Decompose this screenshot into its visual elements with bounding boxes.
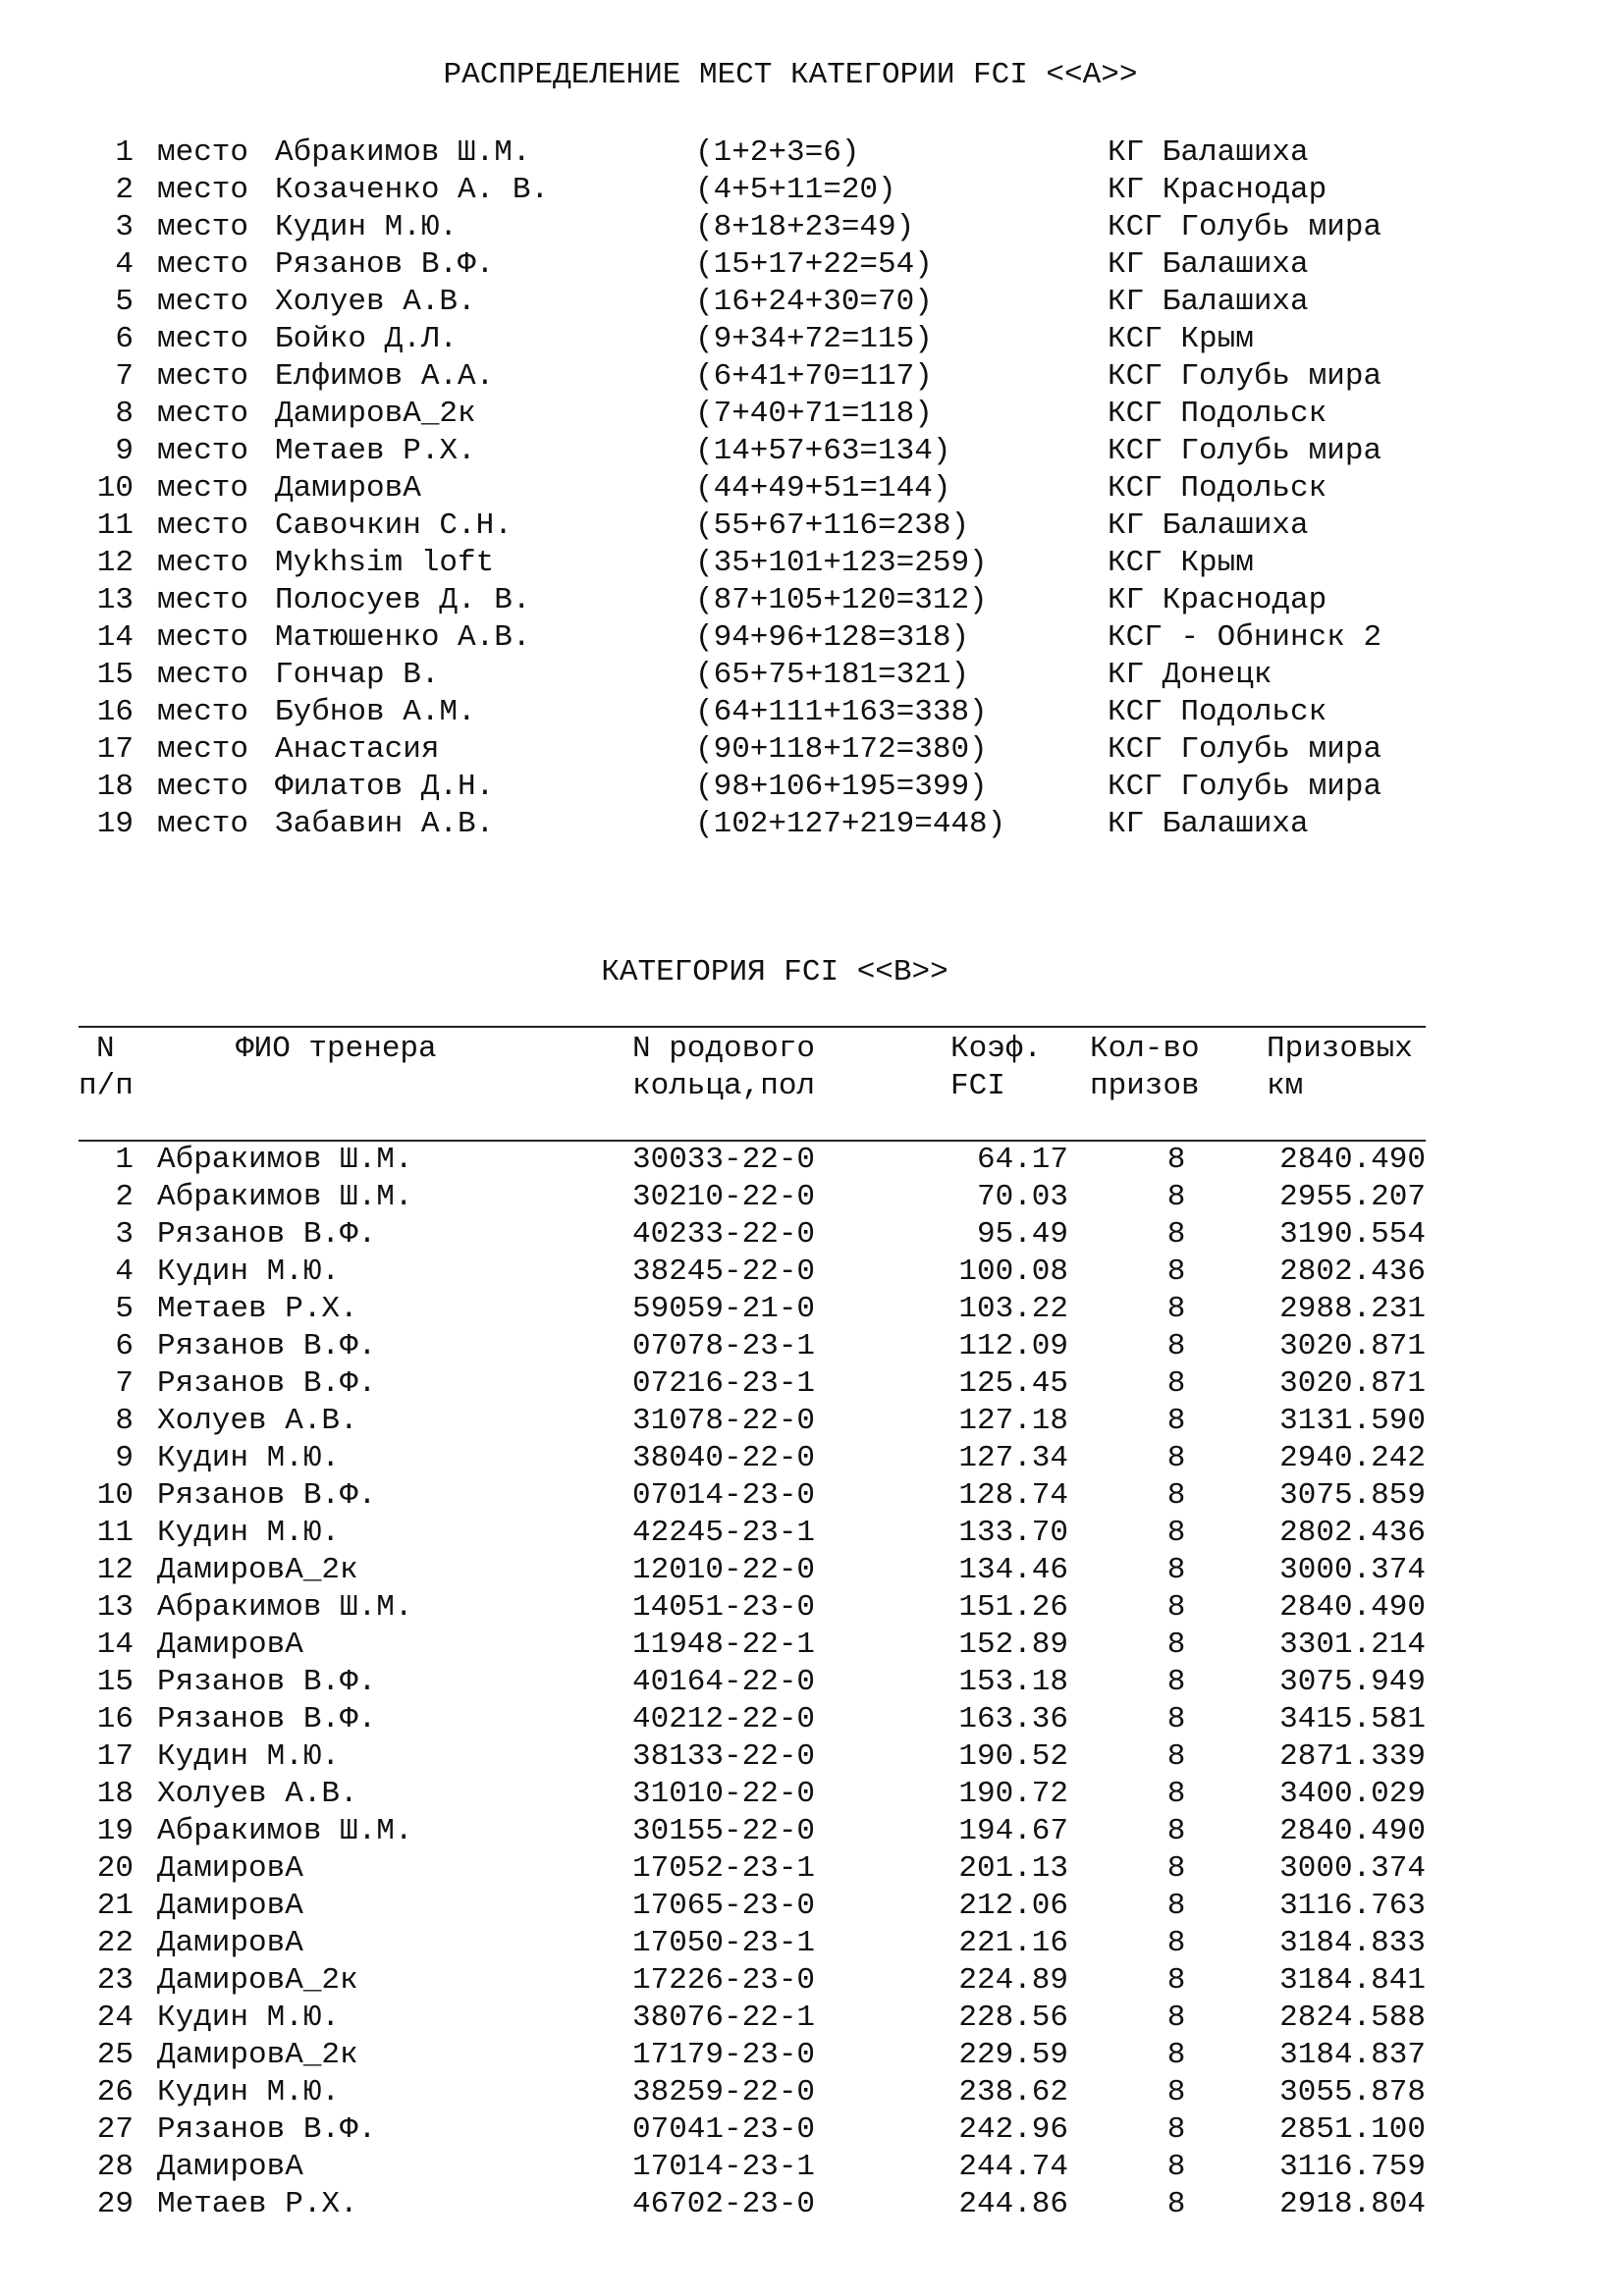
trainer-name: Абракимов Ш.М. — [157, 1180, 413, 1214]
ring-number: 38245-22-0 — [632, 1255, 816, 1289]
fci-coef: 229.59 — [958, 2038, 1068, 2072]
prize-count: 8 — [1166, 2038, 1186, 2072]
prize-count: 8 — [1166, 1777, 1186, 1811]
ring-number: 17014-23-1 — [632, 2150, 816, 2184]
ring-number: 38259-22-0 — [632, 2075, 816, 2109]
header-km-2: км — [1267, 1069, 1304, 1103]
place-sum: (55+67+116=238) — [695, 508, 970, 543]
prize-count: 8 — [1166, 2150, 1186, 2184]
place-number: 18 — [96, 770, 134, 804]
trainer-name: ДамировА — [157, 2150, 303, 2184]
ring-number: 17065-23-0 — [632, 1889, 816, 1923]
prize-km: 3116.759 — [1279, 2150, 1426, 2184]
place-club: КСГ Голубь мира — [1108, 732, 1382, 767]
place-number: 10 — [96, 471, 134, 506]
prize-count: 8 — [1166, 1702, 1186, 1736]
place-name: Рязанов В.Ф. — [275, 247, 495, 282]
place-name: Анастасия — [275, 732, 440, 767]
prize-km: 2840.490 — [1279, 1143, 1426, 1177]
header-cnt: Кол-во — [1090, 1032, 1200, 1066]
prize-km: 3415.581 — [1279, 1702, 1426, 1736]
ring-number: 38040-22-0 — [632, 1441, 816, 1475]
prize-count: 8 — [1166, 1292, 1186, 1326]
place-number: 9 — [115, 434, 134, 468]
fci-coef: 103.22 — [958, 1292, 1068, 1326]
row-number: 19 — [96, 1814, 134, 1848]
place-number: 12 — [96, 546, 134, 580]
prize-count: 8 — [1166, 2187, 1186, 2221]
prize-count: 8 — [1166, 1926, 1186, 1960]
fci-coef: 194.67 — [958, 1814, 1068, 1848]
fci-coef: 70.03 — [976, 1180, 1068, 1214]
row-number: 17 — [96, 1739, 134, 1774]
place-club: КГ Донецк — [1108, 658, 1272, 692]
prize-km: 3184.841 — [1279, 1963, 1426, 1998]
fci-coef: 153.18 — [958, 1665, 1068, 1699]
place-word: место — [157, 434, 249, 468]
fci-coef: 134.46 — [958, 1553, 1068, 1587]
fci-coef: 151.26 — [958, 1590, 1068, 1625]
place-name: Холуев А.В. — [275, 285, 476, 319]
prize-count: 8 — [1166, 1255, 1186, 1289]
row-number: 11 — [96, 1516, 134, 1550]
place-club: КГ Балашиха — [1108, 508, 1309, 543]
prize-count: 8 — [1166, 2075, 1186, 2109]
place-sum: (35+101+123=259) — [695, 546, 988, 580]
row-number: 10 — [96, 1478, 134, 1513]
prize-count: 8 — [1166, 1553, 1186, 1587]
prize-km: 2955.207 — [1279, 1180, 1426, 1214]
place-number: 1 — [115, 135, 134, 170]
trainer-name: Кудин М.Ю. — [157, 1739, 341, 1774]
place-club: КСГ Голубь мира — [1108, 434, 1382, 468]
fci-coef: 224.89 — [958, 1963, 1068, 1998]
row-number: 12 — [96, 1553, 134, 1587]
row-number: 22 — [96, 1926, 134, 1960]
prize-count: 8 — [1166, 1329, 1186, 1363]
trainer-name: Метаев Р.Х. — [157, 2187, 358, 2221]
fci-coef: 190.72 — [958, 1777, 1068, 1811]
ring-number: 07014-23-0 — [632, 1478, 816, 1513]
header-km: Призовых — [1267, 1032, 1413, 1066]
trainer-name: Холуев А.В. — [157, 1404, 358, 1438]
place-sum: (7+40+71=118) — [695, 397, 933, 431]
place-sum: (1+2+3=6) — [695, 135, 860, 170]
row-number: 20 — [96, 1851, 134, 1886]
ring-number: 07216-23-1 — [632, 1366, 816, 1401]
ring-number: 46702-23-0 — [632, 2187, 816, 2221]
header-n-pp: п/п — [79, 1069, 134, 1103]
prize-km: 3301.214 — [1279, 1628, 1426, 1662]
row-number: 26 — [96, 2075, 134, 2109]
row-number: 13 — [96, 1590, 134, 1625]
fci-coef: 127.18 — [958, 1404, 1068, 1438]
fci-coef: 133.70 — [958, 1516, 1068, 1550]
prize-km: 3000.374 — [1279, 1851, 1426, 1886]
place-number: 16 — [96, 695, 134, 729]
prize-count: 8 — [1166, 1516, 1186, 1550]
ring-number: 59059-21-0 — [632, 1292, 816, 1326]
place-number: 17 — [96, 732, 134, 767]
ring-number: 17179-23-0 — [632, 2038, 816, 2072]
ring-number: 40233-22-0 — [632, 1217, 816, 1252]
trainer-name: ДамировА_2к — [157, 1553, 358, 1587]
place-number: 15 — [96, 658, 134, 692]
place-club: КСГ Голубь мира — [1108, 359, 1382, 394]
place-sum: (4+5+11=20) — [695, 173, 896, 207]
row-number: 18 — [96, 1777, 134, 1811]
place-sum: (15+17+22=54) — [695, 247, 933, 282]
prize-km: 2802.436 — [1279, 1516, 1426, 1550]
prize-count: 8 — [1166, 1665, 1186, 1699]
fci-coef: 100.08 — [958, 1255, 1068, 1289]
place-word: место — [157, 770, 249, 804]
prize-count: 8 — [1166, 1180, 1186, 1214]
place-name: Матюшенко А.В. — [275, 620, 531, 655]
prize-km: 2840.490 — [1279, 1814, 1426, 1848]
place-word: место — [157, 210, 249, 244]
place-sum: (90+118+172=380) — [695, 732, 988, 767]
ring-number: 11948-22-1 — [632, 1628, 816, 1662]
row-number: 23 — [96, 1963, 134, 1998]
prize-count: 8 — [1166, 1963, 1186, 1998]
trainer-name: Абракимов Ш.М. — [157, 1814, 413, 1848]
place-sum: (87+105+120=312) — [695, 583, 988, 617]
prize-count: 8 — [1166, 1404, 1186, 1438]
ring-number: 30210-22-0 — [632, 1180, 816, 1214]
prize-count: 8 — [1166, 1217, 1186, 1252]
row-number: 8 — [115, 1404, 134, 1438]
ring-number: 07078-23-1 — [632, 1329, 816, 1363]
row-number: 9 — [115, 1441, 134, 1475]
ring-number: 30155-22-0 — [632, 1814, 816, 1848]
row-number: 5 — [115, 1292, 134, 1326]
trainer-name: Рязанов В.Ф. — [157, 1366, 377, 1401]
place-sum: (65+75+181=321) — [695, 658, 970, 692]
fci-coef: 221.16 — [958, 1926, 1068, 1960]
place-name: Mykhsim loft — [275, 546, 495, 580]
header-cnt-2: призов — [1090, 1069, 1200, 1103]
fci-coef: 242.96 — [958, 2112, 1068, 2147]
ring-number: 17226-23-0 — [632, 1963, 816, 1998]
place-number: 5 — [115, 285, 134, 319]
prize-km: 3000.374 — [1279, 1553, 1426, 1587]
ring-number: 40164-22-0 — [632, 1665, 816, 1699]
ring-number: 38076-22-1 — [632, 2001, 816, 2035]
fci-coef: 228.56 — [958, 2001, 1068, 2035]
place-word: место — [157, 173, 249, 207]
prize-km: 3131.590 — [1279, 1404, 1426, 1438]
place-name: Забавин А.В. — [275, 807, 495, 841]
ring-number: 40212-22-0 — [632, 1702, 816, 1736]
row-number: 7 — [115, 1366, 134, 1401]
place-club: КГ Балашиха — [1108, 247, 1309, 282]
prize-count: 8 — [1166, 1143, 1186, 1177]
row-number: 1 — [115, 1143, 134, 1177]
row-number: 25 — [96, 2038, 134, 2072]
prize-count: 8 — [1166, 1889, 1186, 1923]
trainer-name: Рязанов В.Ф. — [157, 1329, 377, 1363]
place-name: Метаев Р.Х. — [275, 434, 476, 468]
place-club: КГ Краснодар — [1108, 173, 1327, 207]
prize-km: 3055.878 — [1279, 2075, 1426, 2109]
trainer-name: Кудин М.Ю. — [157, 2075, 341, 2109]
place-sum: (44+49+51=144) — [695, 471, 951, 506]
place-name: Филатов Д.Н. — [275, 770, 495, 804]
trainer-name: Рязанов В.Ф. — [157, 1217, 377, 1252]
prize-km: 3184.833 — [1279, 1926, 1426, 1960]
place-word: место — [157, 807, 249, 841]
row-number: 14 — [96, 1628, 134, 1662]
place-sum: (14+57+63=134) — [695, 434, 951, 468]
row-number: 3 — [115, 1217, 134, 1252]
place-sum: (102+127+219=448) — [695, 807, 1006, 841]
prize-count: 8 — [1166, 2112, 1186, 2147]
place-name: Елфимов А.А. — [275, 359, 495, 394]
place-club: КСГ Крым — [1108, 546, 1254, 580]
prize-km: 3075.859 — [1279, 1478, 1426, 1513]
prize-km: 2851.100 — [1279, 2112, 1426, 2147]
place-number: 6 — [115, 322, 134, 356]
prize-count: 8 — [1166, 1478, 1186, 1513]
place-club: КГ Балашиха — [1108, 807, 1309, 841]
ring-number: 42245-23-1 — [632, 1516, 816, 1550]
fci-coef: 201.13 — [958, 1851, 1068, 1886]
ring-number: 14051-23-0 — [632, 1590, 816, 1625]
row-number: 15 — [96, 1665, 134, 1699]
place-word: место — [157, 583, 249, 617]
place-name: ДамировА_2к — [275, 397, 476, 431]
place-sum: (64+111+163=338) — [695, 695, 988, 729]
prize-km: 3190.554 — [1279, 1217, 1426, 1252]
fci-coef: 125.45 — [958, 1366, 1068, 1401]
section-b-title: КАТЕГОРИЯ FCI <<B>> — [601, 955, 948, 989]
trainer-name: Абракимов Ш.М. — [157, 1143, 413, 1177]
place-word: место — [157, 247, 249, 282]
trainer-name: Рязанов В.Ф. — [157, 1665, 377, 1699]
trainer-name: ДамировА_2к — [157, 1963, 358, 1998]
place-name: Бубнов А.М. — [275, 695, 476, 729]
prize-count: 8 — [1166, 1814, 1186, 1848]
fci-coef: 238.62 — [958, 2075, 1068, 2109]
place-number: 2 — [115, 173, 134, 207]
fci-coef: 212.06 — [958, 1889, 1068, 1923]
trainer-name: ДамировА_2к — [157, 2038, 358, 2072]
place-number: 3 — [115, 210, 134, 244]
header-ring: N родового — [632, 1032, 816, 1066]
row-number: 6 — [115, 1329, 134, 1363]
place-word: место — [157, 471, 249, 506]
place-word: место — [157, 285, 249, 319]
place-word: место — [157, 732, 249, 767]
prize-count: 8 — [1166, 1366, 1186, 1401]
place-name: Бойко Д.Л. — [275, 322, 459, 356]
place-sum: (16+24+30=70) — [695, 285, 933, 319]
prize-km: 2918.804 — [1279, 2187, 1426, 2221]
row-number: 2 — [115, 1180, 134, 1214]
place-number: 4 — [115, 247, 134, 282]
trainer-name: ДамировА — [157, 1851, 303, 1886]
place-sum: (94+96+128=318) — [695, 620, 970, 655]
row-number: 16 — [96, 1702, 134, 1736]
trainer-name: Метаев Р.Х. — [157, 1292, 358, 1326]
place-word: место — [157, 135, 249, 170]
place-word: место — [157, 359, 249, 394]
place-club: КСГ Крым — [1108, 322, 1254, 356]
place-word: место — [157, 508, 249, 543]
place-sum: (9+34+72=115) — [695, 322, 933, 356]
prize-km: 3400.029 — [1279, 1777, 1426, 1811]
ring-number: 12010-22-0 — [632, 1553, 816, 1587]
row-number: 24 — [96, 2001, 134, 2035]
prize-count: 8 — [1166, 1851, 1186, 1886]
row-number: 21 — [96, 1889, 134, 1923]
prize-count: 8 — [1166, 1628, 1186, 1662]
header-ring-2: кольца,пол — [632, 1069, 816, 1103]
ring-number: 17052-23-1 — [632, 1851, 816, 1886]
prize-count: 8 — [1166, 1590, 1186, 1625]
fci-coef: 112.09 — [958, 1329, 1068, 1363]
row-number: 29 — [96, 2187, 134, 2221]
place-number: 19 — [96, 807, 134, 841]
prize-count: 8 — [1166, 1739, 1186, 1774]
ring-number: 17050-23-1 — [632, 1926, 816, 1960]
prize-km: 3116.763 — [1279, 1889, 1426, 1923]
place-club: КСГ Подольск — [1108, 695, 1327, 729]
prize-km: 3020.871 — [1279, 1329, 1426, 1363]
prize-km: 3020.871 — [1279, 1366, 1426, 1401]
fci-coef: 128.74 — [958, 1478, 1068, 1513]
trainer-name: ДамировА — [157, 1926, 303, 1960]
trainer-name: Кудин М.Ю. — [157, 1516, 341, 1550]
place-number: 8 — [115, 397, 134, 431]
trainer-name: ДамировА — [157, 1889, 303, 1923]
header-koef: Коэф. — [950, 1032, 1043, 1066]
place-sum: (8+18+23=49) — [695, 210, 915, 244]
place-club: КСГ - Обнинск 2 — [1108, 620, 1382, 655]
trainer-name: Рязанов В.Ф. — [157, 1478, 377, 1513]
header-name: ФИО тренера — [236, 1032, 437, 1066]
trainer-name: Рязанов В.Ф. — [157, 2112, 377, 2147]
place-name: Кудин М.Ю. — [275, 210, 459, 244]
place-word: место — [157, 620, 249, 655]
prize-km: 2871.339 — [1279, 1739, 1426, 1774]
trainer-name: Кудин М.Ю. — [157, 2001, 341, 2035]
place-word: место — [157, 322, 249, 356]
trainer-name: Холуев А.В. — [157, 1777, 358, 1811]
place-sum: (98+106+195=399) — [695, 770, 988, 804]
place-club: КСГ Подольск — [1108, 397, 1327, 431]
prize-km: 2988.231 — [1279, 1292, 1426, 1326]
fci-coef: 244.86 — [958, 2187, 1068, 2221]
place-word: место — [157, 658, 249, 692]
place-word: место — [157, 397, 249, 431]
place-club: КГ Балашиха — [1108, 135, 1309, 170]
row-number: 4 — [115, 1255, 134, 1289]
fci-coef: 190.52 — [958, 1739, 1068, 1774]
trainer-name: ДамировА — [157, 1628, 303, 1662]
ring-number: 31078-22-0 — [632, 1404, 816, 1438]
prize-count: 8 — [1166, 2001, 1186, 2035]
trainer-name: Кудин М.Ю. — [157, 1441, 341, 1475]
prize-km: 3075.949 — [1279, 1665, 1426, 1699]
place-club: КСГ Голубь мира — [1108, 210, 1382, 244]
place-name: ДамировА — [275, 471, 421, 506]
row-number: 27 — [96, 2112, 134, 2147]
prize-km: 3184.837 — [1279, 2038, 1426, 2072]
prize-km: 2824.588 — [1279, 2001, 1426, 2035]
place-club: КГ Краснодар — [1108, 583, 1327, 617]
place-sum: (6+41+70=117) — [695, 359, 933, 394]
header-n: N — [96, 1032, 115, 1066]
place-number: 7 — [115, 359, 134, 394]
prize-count: 8 — [1166, 1441, 1186, 1475]
place-club: КСГ Подольск — [1108, 471, 1327, 506]
place-number: 13 — [96, 583, 134, 617]
place-club: КГ Балашиха — [1108, 285, 1309, 319]
fci-coef: 163.36 — [958, 1702, 1068, 1736]
row-number: 28 — [96, 2150, 134, 2184]
ring-number: 31010-22-0 — [632, 1777, 816, 1811]
trainer-name: Абракимов Ш.М. — [157, 1590, 413, 1625]
prize-km: 2802.436 — [1279, 1255, 1426, 1289]
header-koef-2: FCI — [950, 1069, 1005, 1103]
place-word: место — [157, 546, 249, 580]
place-club: КСГ Голубь мира — [1108, 770, 1382, 804]
place-name: Полосуев Д. В. — [275, 583, 531, 617]
fci-coef: 127.34 — [958, 1441, 1068, 1475]
fci-coef: 95.49 — [976, 1217, 1068, 1252]
place-name: Гончар В. — [275, 658, 440, 692]
place-number: 14 — [96, 620, 134, 655]
ring-number: 30033-22-0 — [632, 1143, 816, 1177]
ring-number: 38133-22-0 — [632, 1739, 816, 1774]
trainer-name: Кудин М.Ю. — [157, 1255, 341, 1289]
fci-coef: 152.89 — [958, 1628, 1068, 1662]
place-name: Козаченко А. В. — [275, 173, 550, 207]
trainer-name: Рязанов В.Ф. — [157, 1702, 377, 1736]
place-name: Абракимов Ш.М. — [275, 135, 531, 170]
fci-coef: 64.17 — [976, 1143, 1068, 1177]
place-name: Савочкин С.Н. — [275, 508, 513, 543]
section-a-title: РАСПРЕДЕЛЕНИЕ МЕСТ КАТЕГОРИИ FCI <<A>> — [443, 58, 1138, 92]
ring-number: 07041-23-0 — [632, 2112, 816, 2147]
place-number: 11 — [96, 508, 134, 543]
prize-km: 2840.490 — [1279, 1590, 1426, 1625]
place-word: место — [157, 695, 249, 729]
table-top-rule — [79, 1026, 1426, 1028]
fci-coef: 244.74 — [958, 2150, 1068, 2184]
prize-km: 2940.242 — [1279, 1441, 1426, 1475]
